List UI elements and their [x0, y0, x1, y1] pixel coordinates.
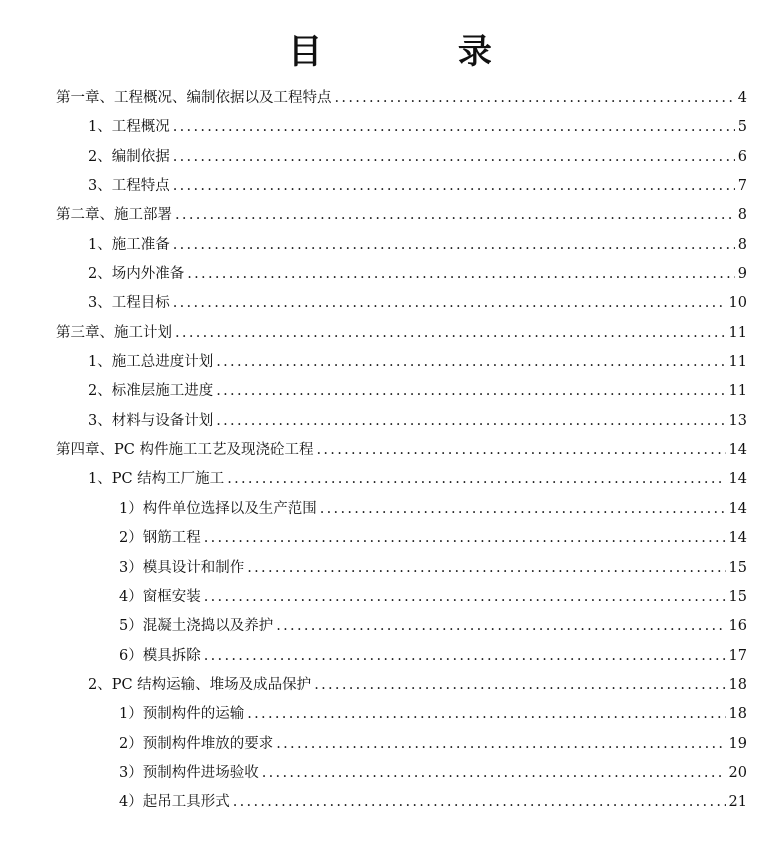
toc-entry-label: 2）钢筋工程 [119, 530, 201, 547]
dot-leader [314, 671, 725, 700]
toc-entry-page-number: 18 [728, 676, 747, 693]
toc-entry-page-number: 19 [728, 735, 747, 752]
toc-entry-page-number: 15 [728, 559, 747, 576]
toc-entry[interactable] [0, 143, 780, 172]
toc-entry-page-number: 6 [737, 148, 747, 165]
toc-entry[interactable] [0, 671, 780, 700]
toc-entry-label: 4）起吊工具形式 [119, 794, 230, 811]
dot-leader [173, 172, 735, 201]
toc-entry-page-number: 21 [728, 794, 747, 811]
toc-entry-page-number: 11 [728, 324, 747, 341]
dot-leader [227, 465, 725, 494]
dot-leader [335, 84, 735, 113]
dot-leader [216, 407, 725, 436]
toc-entry[interactable] [0, 377, 780, 406]
toc-entry[interactable] [0, 260, 780, 289]
toc-entry[interactable] [0, 759, 780, 788]
toc-entry-page-number: 11 [728, 354, 747, 371]
dot-leader [247, 554, 725, 583]
toc-entry-label: 5）混凝土浇捣以及养护 [119, 618, 274, 635]
toc-entry-label: 第三章、施工计划 [56, 324, 172, 341]
toc-entry-label: 1、施工总进度计划 [88, 354, 214, 371]
toc-entry-page-number: 15 [728, 588, 747, 605]
dot-leader [173, 113, 735, 142]
dot-leader [216, 348, 725, 377]
toc-entry-label: 2）预制构件堆放的要求 [119, 735, 274, 752]
toc-entry-page-number: 14 [728, 471, 747, 488]
toc-entry-label: 第一章、工程概况、编制依据以及工程特点 [56, 90, 332, 106]
toc-entry[interactable] [0, 700, 780, 729]
toc-list [0, 84, 780, 818]
toc-entry[interactable] [0, 465, 780, 494]
toc-entry-label: 2、场内外准备 [88, 266, 185, 283]
toc-entry-label: 6）模具拆除 [119, 647, 201, 664]
dot-leader [276, 612, 725, 641]
toc-entry-label: 2、标准层施工进度 [88, 383, 214, 400]
toc-entry[interactable] [0, 612, 780, 641]
toc-entry-label: 第四章、PC 构件施工工艺及现浇砼工程 [56, 442, 314, 459]
toc-entry-label: 1）预制构件的运输 [119, 706, 245, 723]
toc-entry[interactable] [0, 201, 780, 230]
toc-entry[interactable] [0, 172, 780, 201]
toc-entry-label: 1）构件单位选择以及生产范围 [119, 500, 317, 517]
toc-entry[interactable] [0, 113, 780, 142]
toc-entry-page-number: 14 [728, 530, 747, 547]
toc-entry-label: 1、PC 结构工厂施工 [88, 471, 225, 488]
toc-entry-label: 3、材料与设备计划 [88, 412, 214, 429]
toc-entry[interactable] [0, 348, 780, 377]
toc-entry-page-number: 4 [737, 90, 747, 106]
dot-leader [316, 436, 725, 465]
dot-leader [175, 201, 735, 230]
toc-entry-page-number: 18 [728, 706, 747, 723]
toc-entry[interactable] [0, 524, 780, 553]
toc-entry[interactable] [0, 319, 780, 348]
toc-entry-page-number: 9 [737, 266, 747, 283]
toc-entry-page-number: 10 [728, 295, 747, 312]
toc-title: 目 录 [288, 32, 554, 72]
dot-leader [204, 583, 726, 612]
toc-entry-page-number: 11 [728, 383, 747, 400]
dot-leader [173, 143, 735, 172]
dot-leader [204, 642, 726, 671]
toc-entry-label: 2、PC 结构运输、堆场及成品保护 [88, 676, 312, 693]
toc-entry-label: 3）预制构件进场验收 [119, 764, 259, 781]
toc-entry-label: 第二章、施工部署 [56, 207, 172, 224]
dot-leader [204, 524, 726, 553]
toc-entry-page-number: 8 [737, 236, 747, 253]
toc-entry[interactable] [0, 583, 780, 612]
toc-entry-page-number: 5 [737, 119, 747, 136]
toc-entry-label: 3、工程目标 [88, 295, 170, 312]
dot-leader [247, 700, 725, 729]
toc-entry[interactable] [0, 554, 780, 583]
dot-leader [320, 495, 726, 524]
toc-entry[interactable] [0, 730, 780, 759]
dot-leader [187, 260, 735, 289]
toc-entry-page-number: 13 [728, 412, 747, 429]
toc-entry-page-number: 20 [728, 764, 747, 781]
dot-leader [233, 788, 726, 817]
toc-entry-page-number: 7 [737, 178, 747, 195]
dot-leader [175, 319, 726, 348]
toc-entry[interactable] [0, 289, 780, 318]
toc-entry[interactable] [0, 495, 780, 524]
toc-entry[interactable] [0, 231, 780, 260]
toc-entry-label: 1、施工准备 [88, 236, 170, 253]
toc-entry-label: 2、编制依据 [88, 148, 170, 165]
toc-entry[interactable] [0, 436, 780, 465]
toc-entry[interactable] [0, 788, 780, 817]
toc-entry-page-number: 16 [728, 618, 747, 635]
toc-entry-page-number: 14 [728, 500, 747, 517]
dot-leader [173, 231, 735, 260]
toc-entry-label: 4）窗框安装 [119, 588, 201, 605]
toc-entry-label: 3）模具设计和制作 [119, 559, 245, 576]
toc-entry-label: 1、工程概况 [88, 119, 170, 136]
toc-entry-label: 3、工程特点 [88, 178, 170, 195]
toc-entry-page-number: 14 [728, 442, 747, 459]
toc-entry[interactable] [0, 642, 780, 671]
toc-entry[interactable] [0, 84, 780, 113]
dot-leader [276, 730, 725, 759]
dot-leader [262, 759, 726, 788]
dot-leader [173, 289, 726, 318]
toc-entry-page-number: 8 [737, 207, 747, 224]
toc-entry[interactable] [0, 407, 780, 436]
toc-entry-page-number: 17 [728, 647, 747, 664]
dot-leader [216, 377, 725, 406]
